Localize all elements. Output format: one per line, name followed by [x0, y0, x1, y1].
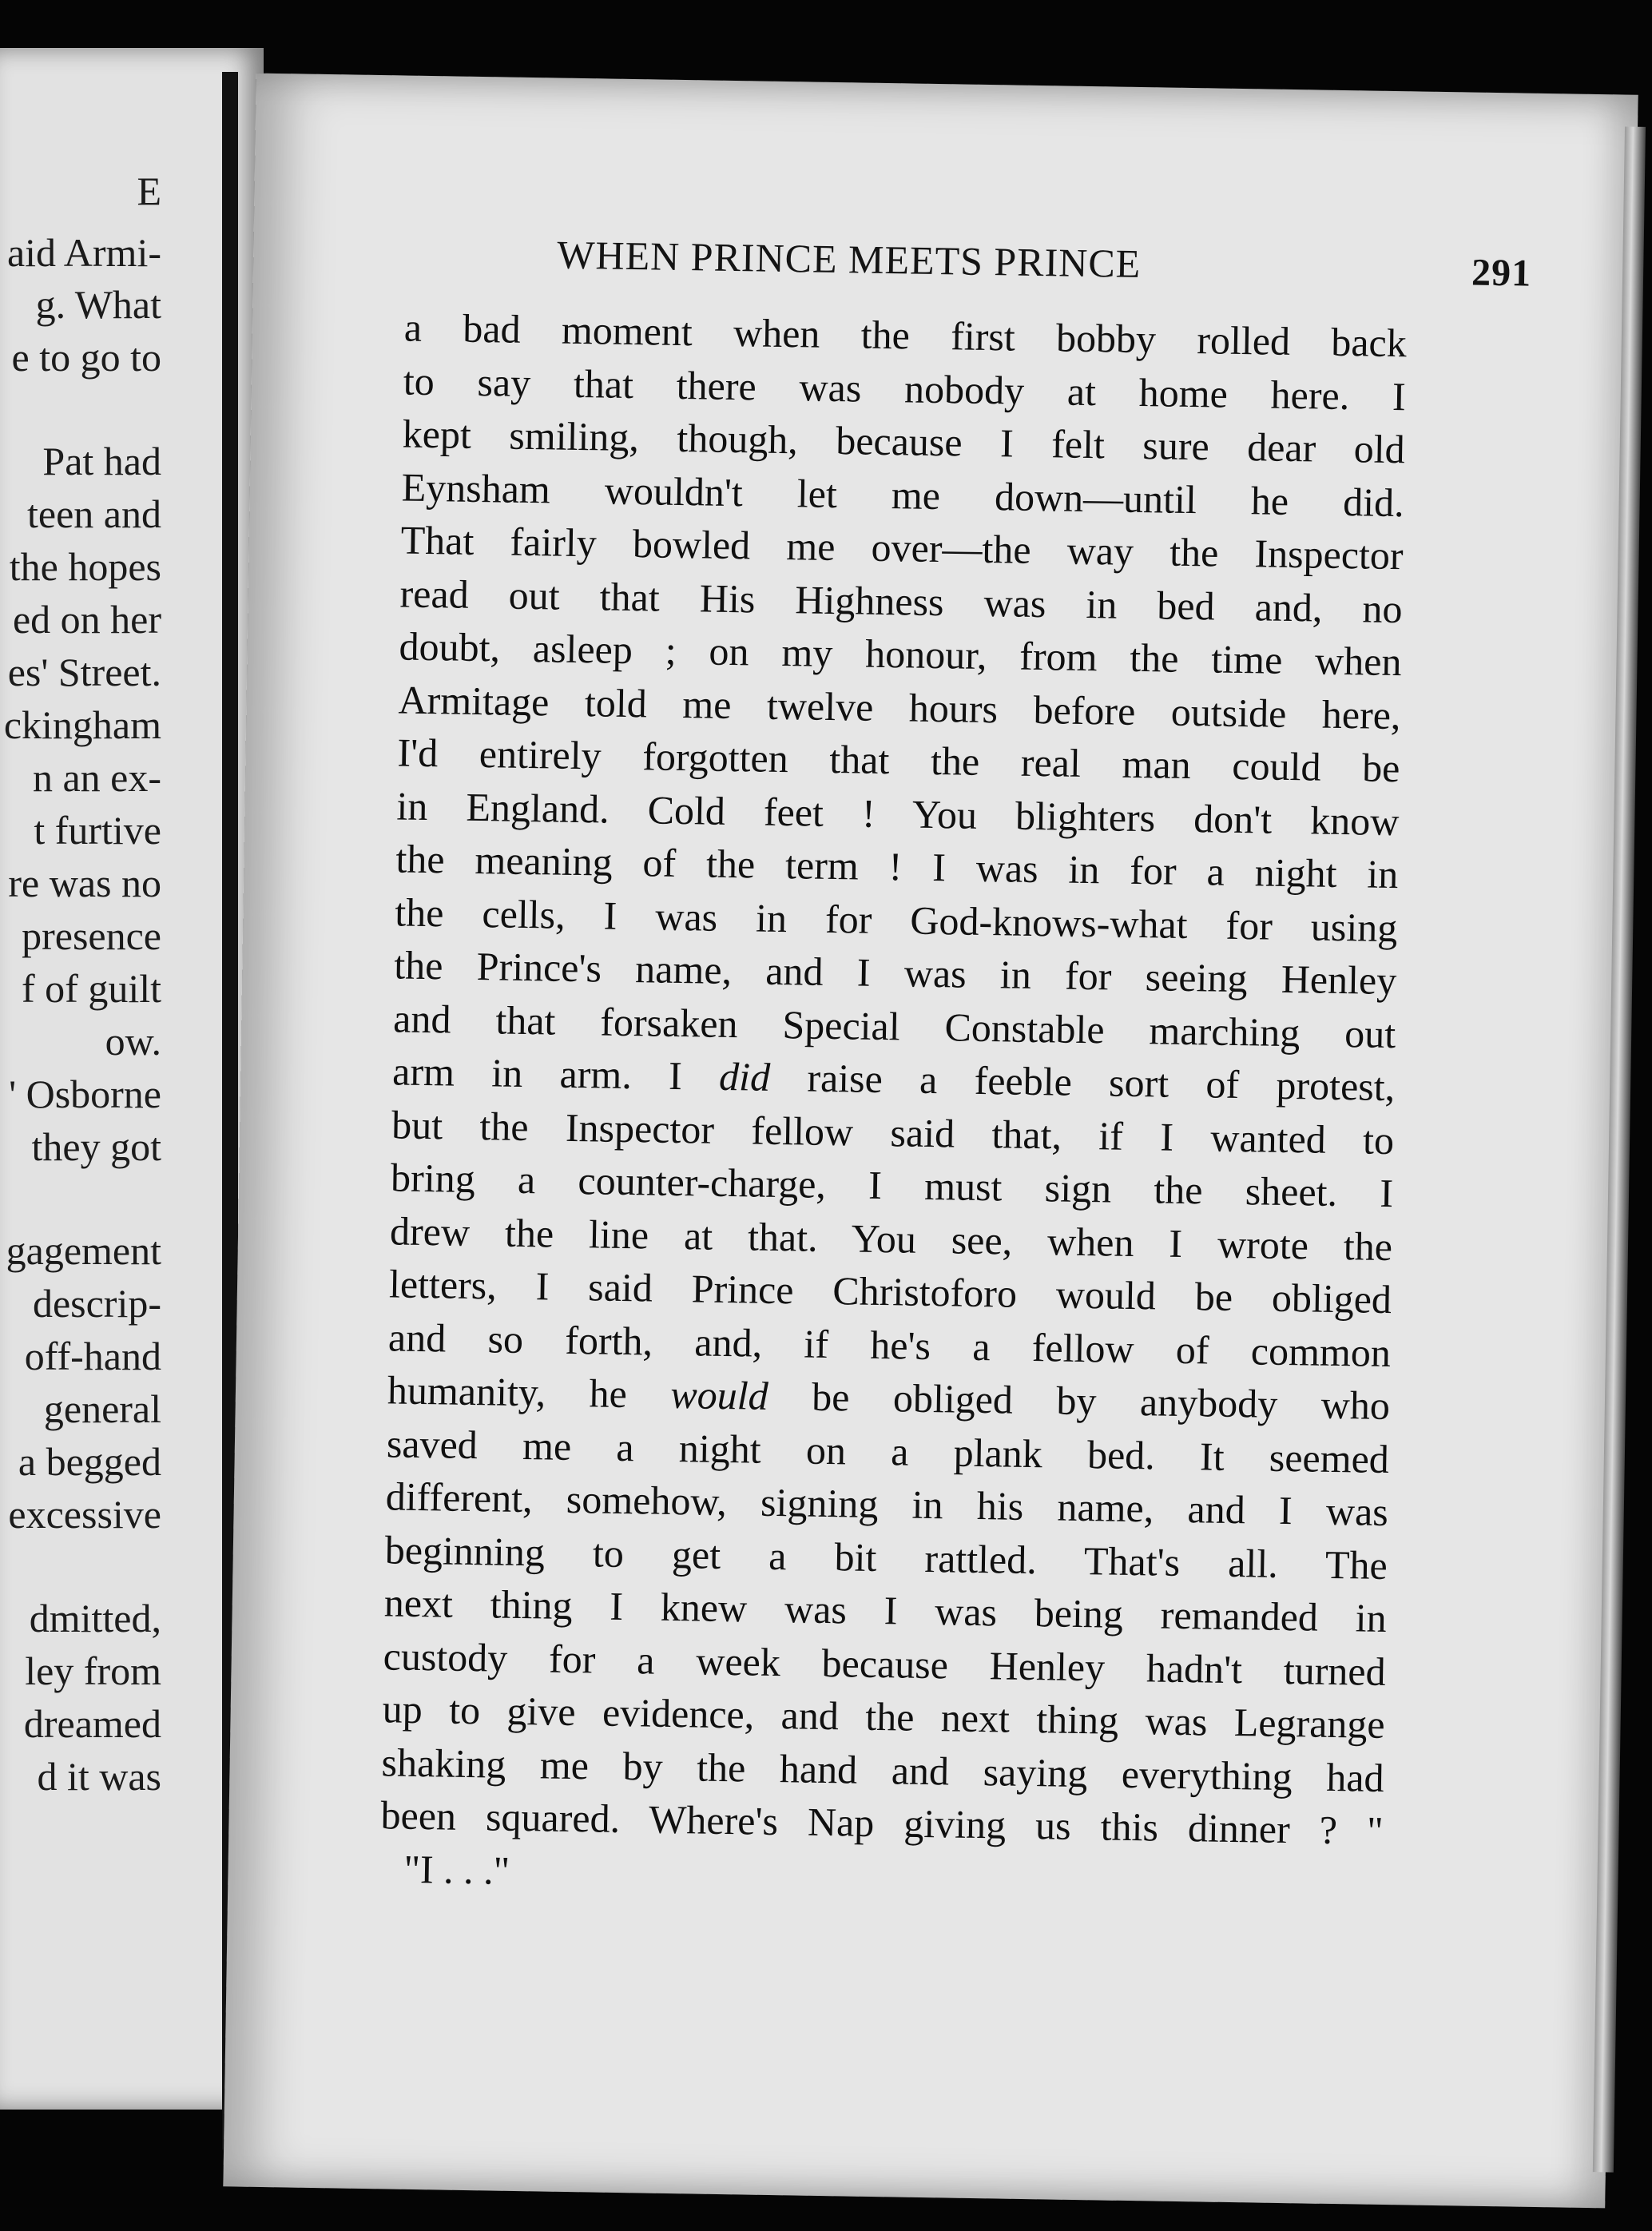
text-line: That fairly bowled me over—the way the Inspector: [400, 517, 1404, 579]
text-line-final: "I . . .": [403, 1846, 510, 1893]
left-page-text-line: ow.: [105, 1019, 161, 1064]
text-line: in England. Cold feet ! You blighters don't know: [396, 782, 1400, 844]
text-line: a bad moment when the first bobby rolled back: [403, 304, 1408, 366]
left-page-text-line: teen and: [27, 491, 161, 536]
left-page-text-line: ley from: [25, 1648, 161, 1693]
left-page-text-line: general: [43, 1386, 161, 1431]
text-line: been squared. Where's Nap giving us this dinner ? ": [380, 1792, 1384, 1854]
page-edge: [1593, 126, 1646, 2172]
left-page-text-line: t furtive: [34, 808, 161, 853]
left-page-text-line: Pat had: [42, 439, 161, 483]
text-line: next thing I knew was I was being remanded in: [383, 1580, 1388, 1641]
running-title: WHEN PRINCE MEETS PRINCE: [556, 232, 1142, 286]
left-page-text-line: f of guilt: [22, 966, 161, 1011]
text-line: saved me a night on a plank bed. It seemed: [386, 1420, 1390, 1481]
text-line: and so forth, and, if he's a fellow of common: [387, 1314, 1392, 1375]
text-line: but the Inspector fellow said that, if I wanted to: [391, 1101, 1395, 1163]
left-page-text-line: E: [137, 169, 161, 213]
text-line: different, somehow, signing in his name, and I was: [385, 1473, 1389, 1535]
left-page-text-line: dmitted,: [29, 1596, 161, 1640]
text-line: I'd entirely forgotten that the real man could be: [397, 730, 1400, 791]
left-page-text-line: they got: [31, 1124, 161, 1169]
text-line: doubt, asleep ; on my honour, from the time when: [399, 623, 1402, 685]
running-head: [556, 232, 1532, 295]
text-line: up to give evidence, and the next thing was Legrange: [382, 1686, 1386, 1748]
text-line: read out that His Highness was in bed and, no: [399, 570, 1403, 631]
text-line: drew the line at that. You see, when I wrote the: [389, 1207, 1393, 1269]
text-line: Eynsham wouldn't let me down—until he did.: [401, 464, 1405, 525]
left-page-text-line: ed on her: [12, 597, 161, 642]
text-line: letters, I said Prince Christoforo would be obliged: [388, 1261, 1392, 1322]
left-page-text-line: d it was: [37, 1754, 161, 1799]
left-page-text-line: g. What: [35, 282, 161, 327]
text-line: bring a counter-charge, I must sign the sheet. I: [390, 1155, 1394, 1216]
left-page-text-line: off-hand: [24, 1334, 161, 1378]
left-page-text-line: a begged: [18, 1439, 161, 1484]
left-page-text-line: ' Osborne: [9, 1072, 161, 1116]
text-line: and that forsaken Special Constable marching out: [392, 995, 1396, 1056]
text-line: Armitage told me twelve hours before outside here,: [398, 676, 1401, 738]
left-page-text-line: presence: [22, 913, 161, 958]
text-line: custody for a week because Henley hadn't turned: [383, 1632, 1387, 1694]
text-line: the cells, I was in for God-knows-what for using: [394, 889, 1398, 950]
left-page-text-line: aid Armi-: [6, 230, 161, 275]
page-number: 291: [1471, 251, 1532, 295]
text-line: the Prince's name, and I was in for seeing Henley: [393, 942, 1397, 1004]
text-line: arm in arm. I did raise a feeble sort of protest,: [391, 1048, 1396, 1110]
text-line: beginning to get a bit rattled. That's all. The: [384, 1526, 1388, 1588]
text-line: kept smiling, though, because I felt sure dear old: [402, 411, 1406, 472]
left-page-text-line: dreamed: [23, 1701, 161, 1746]
text-line: humanity, he would be obliged by anybody who: [387, 1367, 1391, 1429]
left-page-text-line: es' Street.: [7, 650, 161, 694]
left-page-text-line: e to go to: [11, 335, 161, 380]
left-page-text-line: gagement: [6, 1228, 161, 1273]
left-page-text-line: the hopes: [9, 544, 161, 589]
left-page-text-line: re was no: [8, 861, 161, 905]
text-line: to say that there was nobody at home here. I: [403, 358, 1407, 419]
left-page-text-line: n an ex-: [32, 755, 161, 800]
right-page: [223, 74, 1638, 2209]
left-page-text-line: excessive: [8, 1492, 161, 1537]
text-line: shaking me by the hand and saying everything had: [381, 1739, 1384, 1800]
left-page-text-line: descrip-: [32, 1281, 161, 1326]
left-page-text-line: ckingham: [3, 702, 161, 747]
text-line: the meaning of the term ! I was in for a night in: [395, 836, 1399, 897]
body-text: [379, 301, 1407, 1911]
